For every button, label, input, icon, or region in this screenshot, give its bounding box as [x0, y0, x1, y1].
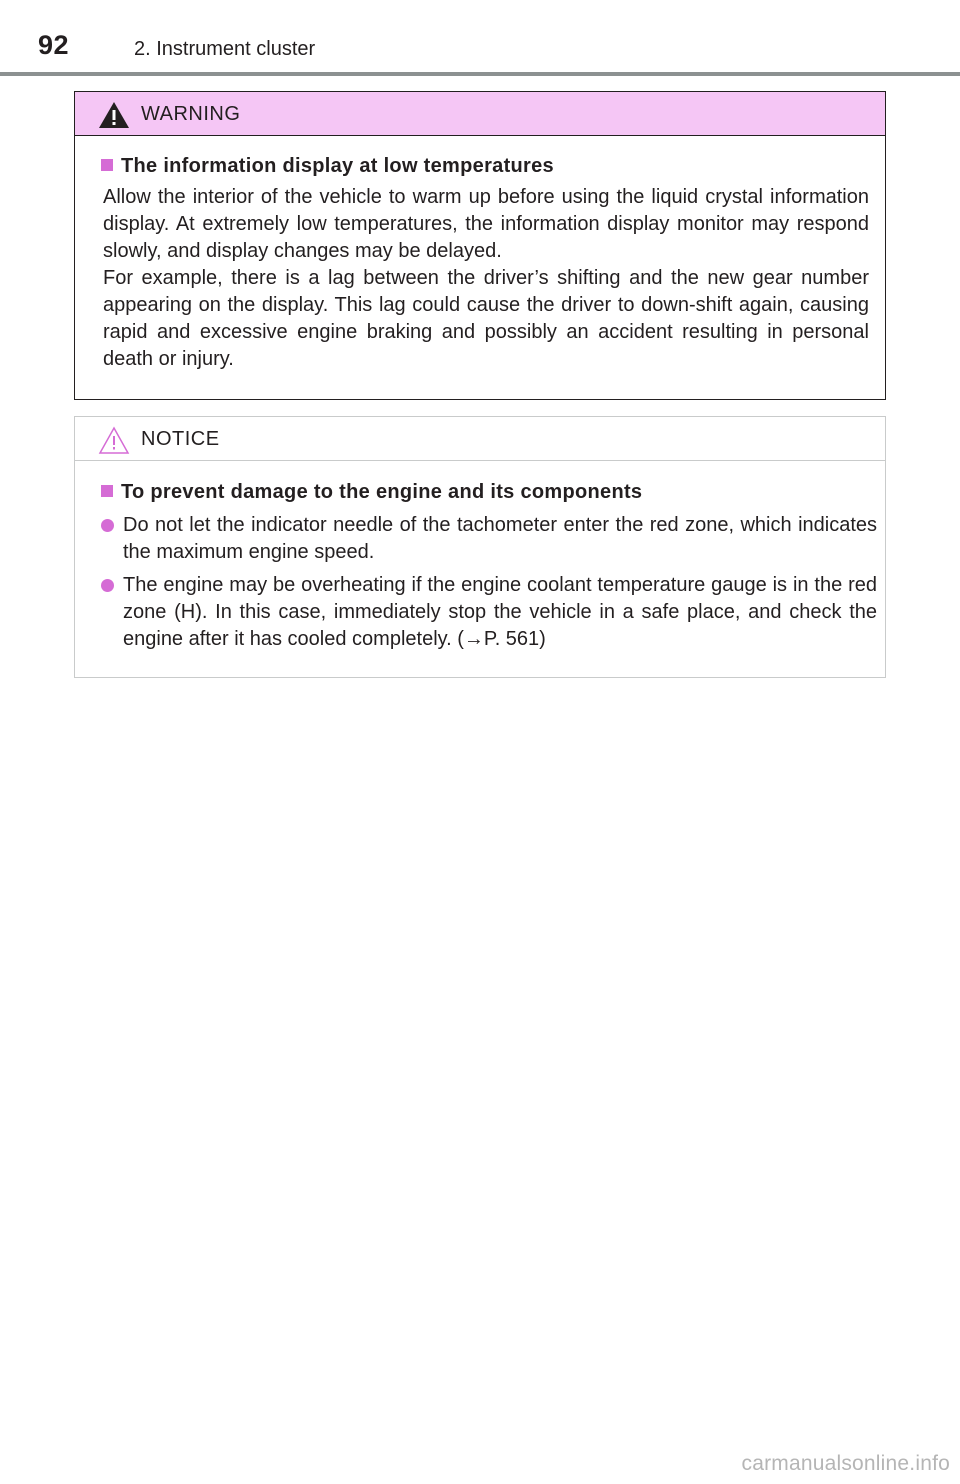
header-divider [0, 72, 960, 76]
notice-header [75, 417, 885, 461]
list-item-text: Do not let the indicator needle of the tachometer enter the red zone, which indicates the maximum engine speed. [123, 514, 877, 563]
warning-item-title [101, 155, 554, 178]
square-bullet-icon [101, 485, 113, 497]
notice-item-title-text: To prevent damage to the engine and its components [121, 481, 643, 503]
list-item [101, 572, 877, 653]
warning-item-title-text: The information display at low temperatures [121, 155, 554, 177]
notice-box [74, 416, 886, 678]
square-bullet-icon [101, 159, 113, 171]
warning-paragraph-2: For example, there is a lag between the driver’s shifting and the new gear number appearing on the display. This lag could cause the driver to down-shift again, causing rapid and excessive engine braking and possibly an accident resulting in personal death or injury. [103, 267, 869, 370]
page-number: 92 [38, 30, 70, 60]
warning-paragraph-1: Allow the interior of the vehicle to warm up before using the liquid crystal information display. At extremely low temperatures, the information display monitor may respond slowly, and display changes may be delayed. [103, 186, 869, 262]
list-item [101, 512, 877, 566]
warning-label: WARNING [141, 103, 241, 125]
notice-item-title [101, 481, 642, 504]
watermark: carmanualsonline.info [741, 1452, 950, 1475]
warning-triangle-icon [97, 100, 131, 130]
list-item-text: The engine may be overheating if the engine coolant temperature gauge is in the red zone (H). In this case, immediately stop the vehicle in a safe place, and check the engine after it has cooled completely. (→P. 561) [123, 574, 877, 650]
round-bullet-icon [101, 579, 114, 592]
round-bullet-icon [101, 519, 114, 532]
warning-header [75, 92, 885, 136]
warning-box [74, 91, 886, 400]
notice-label: NOTICE [141, 428, 220, 450]
notice-triangle-icon [97, 425, 131, 455]
page-header [0, 0, 960, 76]
section-title: 2. Instrument cluster [134, 38, 316, 60]
